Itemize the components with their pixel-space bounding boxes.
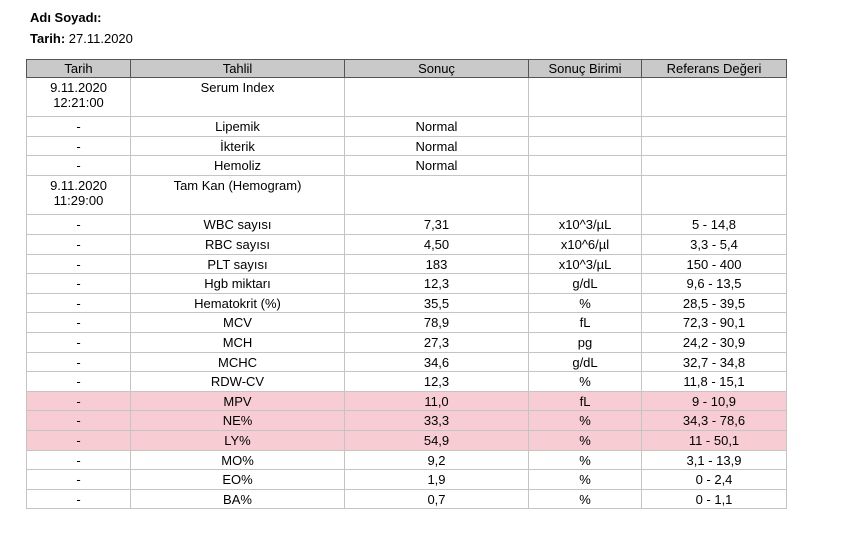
group-title: Tam Kan (Hemogram) (131, 176, 345, 215)
patient-name-label: Adı Soyadı: (30, 10, 102, 25)
row-test-name: RDW-CV (131, 372, 345, 392)
table-row (27, 156, 787, 176)
row-date: - (27, 450, 131, 470)
lab-results-table (26, 59, 787, 509)
row-unit (529, 156, 642, 176)
row-unit: pg (529, 332, 642, 352)
row-unit (529, 117, 642, 137)
empty-cell (642, 176, 787, 215)
group-date: 9.11.2020 (50, 178, 107, 194)
row-reference: 5 - 14,8 (642, 215, 787, 235)
table-row (27, 215, 787, 235)
row-test-name: MCH (131, 332, 345, 352)
row-result: 1,9 (345, 470, 529, 490)
row-reference: 3,3 - 5,4 (642, 234, 787, 254)
row-test-name: Hemoliz (131, 156, 345, 176)
group-date: 9.11.2020 (50, 80, 107, 95)
table-row-flagged (27, 411, 787, 431)
table-row (27, 352, 787, 372)
row-reference: 11,8 - 15,1 (642, 372, 787, 392)
row-unit: g/dL (529, 352, 642, 372)
row-result: 183 (345, 254, 529, 274)
row-unit: % (529, 450, 642, 470)
row-reference (642, 136, 787, 156)
row-date: - (27, 313, 131, 333)
row-unit: x10^3/µL (529, 254, 642, 274)
row-test-name: İkterik (131, 136, 345, 156)
group-title: Serum Index (131, 78, 345, 117)
row-test-name: EO% (131, 470, 345, 490)
table-group-row (27, 176, 787, 215)
row-reference: 11 - 50,1 (642, 430, 787, 450)
row-date: - (27, 117, 131, 137)
row-test-name: MCV (131, 313, 345, 333)
row-test-name: PLT sayısı (131, 254, 345, 274)
group-datetime-cell (27, 78, 131, 117)
row-unit: x10^6/µl (529, 234, 642, 254)
group-time: 11:29:00 (53, 193, 104, 209)
col-header-test: Tahlil (131, 60, 345, 78)
row-date: - (27, 352, 131, 372)
row-reference: 9 - 10,9 (642, 391, 787, 411)
row-date: - (27, 372, 131, 392)
row-test-name: MO% (131, 450, 345, 470)
report-date-value: 27.11.2020 (68, 31, 133, 46)
table-row (27, 293, 787, 313)
row-reference: 0 - 2,4 (642, 470, 787, 490)
table-row (27, 254, 787, 274)
row-date: - (27, 470, 131, 490)
row-reference: 3,1 - 13,9 (642, 450, 787, 470)
patient-name-line (30, 10, 102, 26)
row-reference: 0 - 1,1 (642, 489, 787, 509)
row-date: - (27, 332, 131, 352)
row-result: 78,9 (345, 313, 529, 333)
row-date: - (27, 234, 131, 254)
row-date: - (27, 156, 131, 176)
report-date-line (30, 31, 133, 47)
table-row (27, 234, 787, 254)
row-date: - (27, 391, 131, 411)
table-row (27, 489, 787, 509)
row-result: 4,50 (345, 234, 529, 254)
empty-cell (345, 78, 529, 117)
row-result: Normal (345, 117, 529, 137)
group-time: 12:21:00 (53, 95, 104, 110)
row-reference: 32,7 - 34,8 (642, 352, 787, 372)
row-unit: % (529, 411, 642, 431)
table-row (27, 450, 787, 470)
row-test-name: RBC sayısı (131, 234, 345, 254)
row-unit: g/dL (529, 274, 642, 294)
row-result: 34,6 (345, 352, 529, 372)
row-reference: 28,5 - 39,5 (642, 293, 787, 313)
row-result: Normal (345, 156, 529, 176)
row-result: 9,2 (345, 450, 529, 470)
row-date: - (27, 411, 131, 431)
row-result: Normal (345, 136, 529, 156)
row-unit: fL (529, 313, 642, 333)
table-header-row (27, 60, 787, 78)
row-reference: 150 - 400 (642, 254, 787, 274)
row-date: - (27, 430, 131, 450)
results-body (27, 78, 787, 509)
row-result: 35,5 (345, 293, 529, 313)
table-group-row (27, 78, 787, 117)
row-result: 12,3 (345, 372, 529, 392)
table-row (27, 117, 787, 137)
row-reference (642, 156, 787, 176)
row-result: 54,9 (345, 430, 529, 450)
row-reference: 9,6 - 13,5 (642, 274, 787, 294)
row-unit: x10^3/µL (529, 215, 642, 235)
row-test-name: Hgb miktarı (131, 274, 345, 294)
row-unit: % (529, 489, 642, 509)
row-date: - (27, 215, 131, 235)
row-date: - (27, 274, 131, 294)
group-datetime-cell (27, 176, 131, 215)
table-row-flagged (27, 430, 787, 450)
report-date-label: Tarih: (30, 31, 66, 46)
row-result: 33,3 (345, 411, 529, 431)
col-header-unit: Sonuç Birimi (529, 60, 642, 78)
col-header-reference: Referans Değeri (642, 60, 787, 78)
row-test-name: Lipemik (131, 117, 345, 137)
row-result: 7,31 (345, 215, 529, 235)
row-test-name: MCHC (131, 352, 345, 372)
row-unit: % (529, 372, 642, 392)
empty-cell (529, 176, 642, 215)
row-test-name: LY% (131, 430, 345, 450)
row-reference (642, 117, 787, 137)
row-result: 0,7 (345, 489, 529, 509)
empty-cell (642, 78, 787, 117)
col-header-result: Sonuç (345, 60, 529, 78)
table-row (27, 470, 787, 490)
row-date: - (27, 254, 131, 274)
row-date: - (27, 136, 131, 156)
table-row (27, 274, 787, 294)
row-unit: % (529, 430, 642, 450)
row-test-name: BA% (131, 489, 345, 509)
table-row-flagged (27, 391, 787, 411)
table-row (27, 372, 787, 392)
row-test-name: Hematokrit (%) (131, 293, 345, 313)
row-date: - (27, 489, 131, 509)
row-result: 27,3 (345, 332, 529, 352)
empty-cell (529, 78, 642, 117)
empty-cell (345, 176, 529, 215)
row-result: 12,3 (345, 274, 529, 294)
row-unit: fL (529, 391, 642, 411)
table-row (27, 313, 787, 333)
row-test-name: WBC sayısı (131, 215, 345, 235)
col-header-date: Tarih (27, 60, 131, 78)
row-result: 11,0 (345, 391, 529, 411)
row-reference: 34,3 - 78,6 (642, 411, 787, 431)
row-test-name: NE% (131, 411, 345, 431)
row-reference: 24,2 - 30,9 (642, 332, 787, 352)
row-date: - (27, 293, 131, 313)
row-test-name: MPV (131, 391, 345, 411)
table-row (27, 136, 787, 156)
row-unit: % (529, 293, 642, 313)
table-row (27, 332, 787, 352)
row-unit (529, 136, 642, 156)
row-unit: % (529, 470, 642, 490)
row-reference: 72,3 - 90,1 (642, 313, 787, 333)
